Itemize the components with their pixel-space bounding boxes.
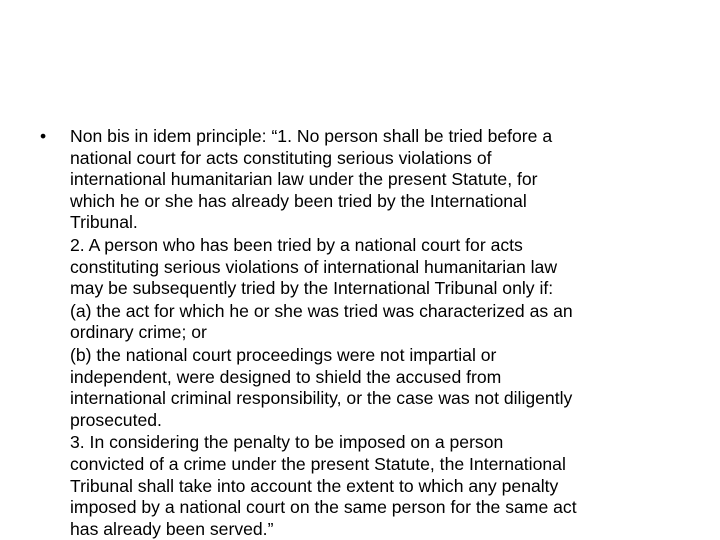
- text-line: (b) the national court proceedings were not impartial or: [70, 344, 497, 365]
- text-line: international criminal responsibility, or the case was not diligently: [70, 388, 573, 409]
- text-line: Tribunal shall take into account the extent to which any penalty: [70, 475, 559, 496]
- text-line: which he or she has already been tried by the International: [70, 190, 527, 211]
- bullet-text: [70, 126, 690, 540]
- text-line: convicted of a crime under the present Statute, the International: [70, 453, 566, 474]
- text-line: imposed by a national court on the same person for the same act: [70, 497, 577, 518]
- text-line: constituting serious violations of international humanitarian law: [70, 256, 558, 277]
- text-line: (a) the act for which he or she was tried was characterized as an: [70, 300, 573, 321]
- text-line: 3. In considering the penalty to be imposed on a person: [70, 432, 504, 453]
- text-line: independent, were designed to shield the accused from: [70, 366, 502, 387]
- text-line: may be subsequently tried by the International Tribunal only if:: [70, 278, 554, 299]
- text-line: prosecuted.: [70, 409, 162, 430]
- text-line: 2. A person who has been tried by a national court for acts: [70, 234, 523, 255]
- text-line: Tribunal.: [70, 212, 138, 233]
- text-line: has already been served.”: [70, 518, 274, 539]
- text-line: Non bis in idem principle: “1. No person shall be tried before a: [70, 126, 553, 146]
- text-line: ordinary crime; or: [70, 322, 207, 343]
- text-line: international humanitarian law under the present Statute, for: [70, 169, 538, 190]
- text-line: national court for acts constituting serious violations of: [70, 147, 492, 168]
- bullet-dot-icon: •: [40, 126, 47, 146]
